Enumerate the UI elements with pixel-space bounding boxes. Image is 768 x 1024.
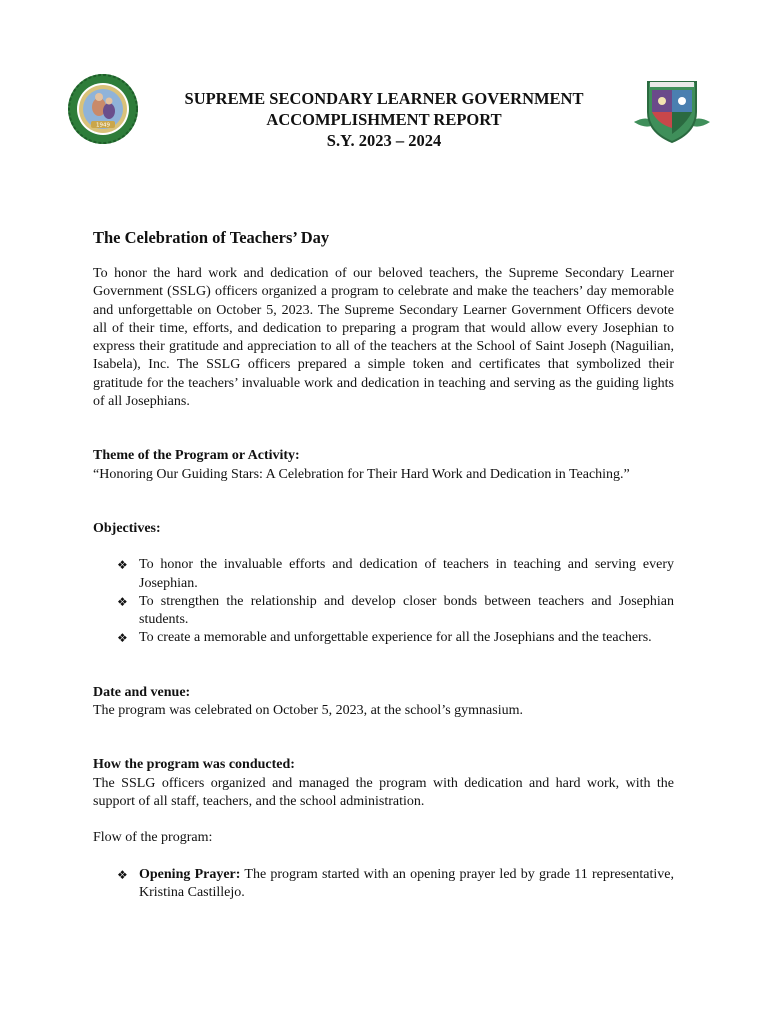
diamond-bullet-icon: ❖ (117, 631, 128, 646)
sslg-shield-icon (628, 78, 716, 146)
flow-list (93, 866, 674, 903)
intro-paragraph: To honor the hard work and dedication of our beloved teachers, the Supreme Secondary Learner Government (SSLG) officers organized a program to celebrate and make the teachers’ day memorable and unforgettable on October 5, 2023. The Supreme Secondary Learner Government Officers devote all of their time, efforts, and dedication to preparing a program that would allow every Josephian to express their gratitude and appreciation to all of the teachers at the School of Saint Joseph (Naguilian, Isabela), Inc. The SSLG officers prepared a simple token and certificates that symbolized their gratitude for the teachers’ invaluable work and dedication in teaching and serving as the guiding lights of all Josephians. (93, 266, 674, 410)
objectives-list (93, 556, 674, 647)
report-title: The Celebration of Teachers’ Day (93, 228, 330, 247)
list-item: ❖ To create a memorable and unforgettable experience for all the Josephians and the teachers. (117, 629, 674, 647)
seal-year: 1949 (96, 122, 110, 129)
header-school-year: S.Y. 2023 – 2024 (326, 131, 442, 150)
report-body (93, 228, 674, 902)
diamond-bullet-icon: ❖ (117, 594, 128, 609)
objectives-label: Objectives: (93, 520, 161, 536)
date-venue-text: The program was celebrated on October 5, 2023, at the school’s gymnasium. (93, 703, 523, 719)
date-venue-label: Date and venue: (93, 684, 191, 700)
conduct-text: The SSLG officers organized and managed the program with dedication and hard work, with the support of all staff, teachers, and the school administration. (93, 775, 674, 809)
flow-item-text: The program started with an opening prayer led by grade 11 representative, Kristina Castillejo. (139, 866, 674, 900)
theme-label: Theme of the Program or Activity: (93, 448, 300, 464)
flow-item-title: Opening Prayer: (139, 866, 241, 882)
list-item (117, 866, 674, 903)
theme-text: “Honoring Our Guiding Stars: A Celebration for Their Hard Work and Dedication in Teaching.” (93, 466, 630, 482)
report-header (150, 88, 618, 151)
conduct-label: How the program was conducted: (93, 757, 295, 773)
list-item: ❖ To honor the invaluable efforts and dedication of teachers in teaching and serving every Josephian. (117, 557, 674, 591)
diamond-bullet-icon: ❖ (117, 867, 128, 882)
school-seal-icon (60, 72, 146, 146)
flow-label: Flow of the program: (93, 830, 213, 846)
header-org: SUPREME SECONDARY LEARNER GOVERNMENT (184, 89, 584, 108)
list-item: ❖ To strengthen the relationship and develop closer bonds between teachers and Josephian students. (117, 593, 674, 628)
header-report-type: ACCOMPLISHMENT REPORT (266, 110, 502, 129)
diamond-bullet-icon: ❖ (117, 558, 128, 573)
